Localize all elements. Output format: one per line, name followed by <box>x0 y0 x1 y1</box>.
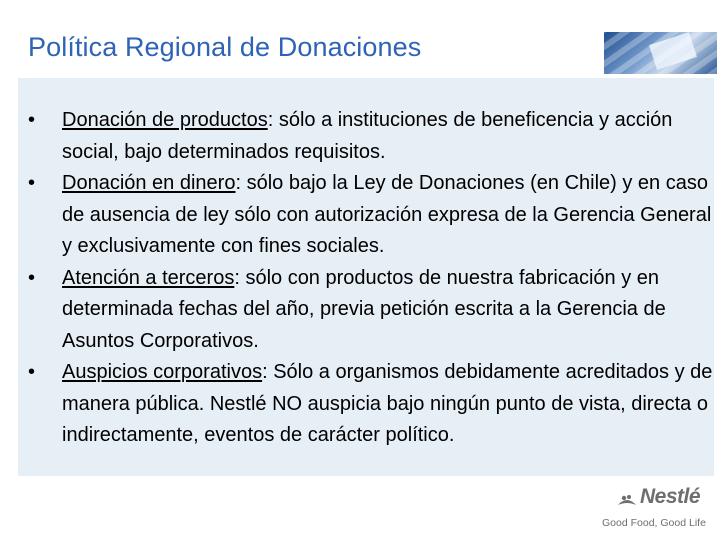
bullet-icon: • <box>28 109 36 131</box>
bullet-item-atencion-terceros <box>28 263 718 358</box>
bullet-item-donacion-productos <box>28 105 718 168</box>
nestle-wordmark: Nestlé <box>640 485 701 508</box>
header-image-stripes <box>604 32 717 74</box>
nestle-tagline: Good Food, Good Life <box>602 517 706 529</box>
bullet-term: Donación en dinero <box>62 172 236 194</box>
bullet-text: : sólo a instituciones de beneficencia y acción social, bajo determinados requisitos. <box>62 109 673 163</box>
bullet-text: : sólo con productos de nuestra fabricación y en determinada fechas del año, previa petición escrita a la Gerencia de Asuntos Corporativos. <box>62 266 666 352</box>
bullet-icon: • <box>28 172 36 194</box>
bullet-text: : sólo bajo la Ley de Donaciones (en Chile) y en caso de ausencia de ley sólo con autorización expresa de la Gerencia General y exclusivamente con fines sociales. <box>62 172 712 257</box>
bullet-icon: • <box>28 361 36 383</box>
bullet-list <box>28 105 718 452</box>
nestle-logo <box>596 485 718 537</box>
bullet-icon: • <box>28 266 36 289</box>
bullet-item-donacion-dinero <box>28 168 718 263</box>
bullet-text: : Sólo a organismos debidamente acreditados y de manera pública. Nestlé NO auspicia bajo ningún punto de vista, directa o indirectamente, eventos de carácter político. <box>62 361 713 446</box>
bullet-term: Donación de productos <box>62 109 268 131</box>
slide-title: Política Regional de Donaciones <box>28 32 422 62</box>
nest-birds-icon <box>616 489 638 511</box>
bullet-term: Atención a terceros <box>62 266 235 289</box>
header-decorative-image <box>604 32 717 74</box>
bullet-term: Auspicios corporativos <box>62 361 263 383</box>
bullet-item-auspicios-corporativos <box>28 357 718 452</box>
header-divider <box>18 76 720 78</box>
